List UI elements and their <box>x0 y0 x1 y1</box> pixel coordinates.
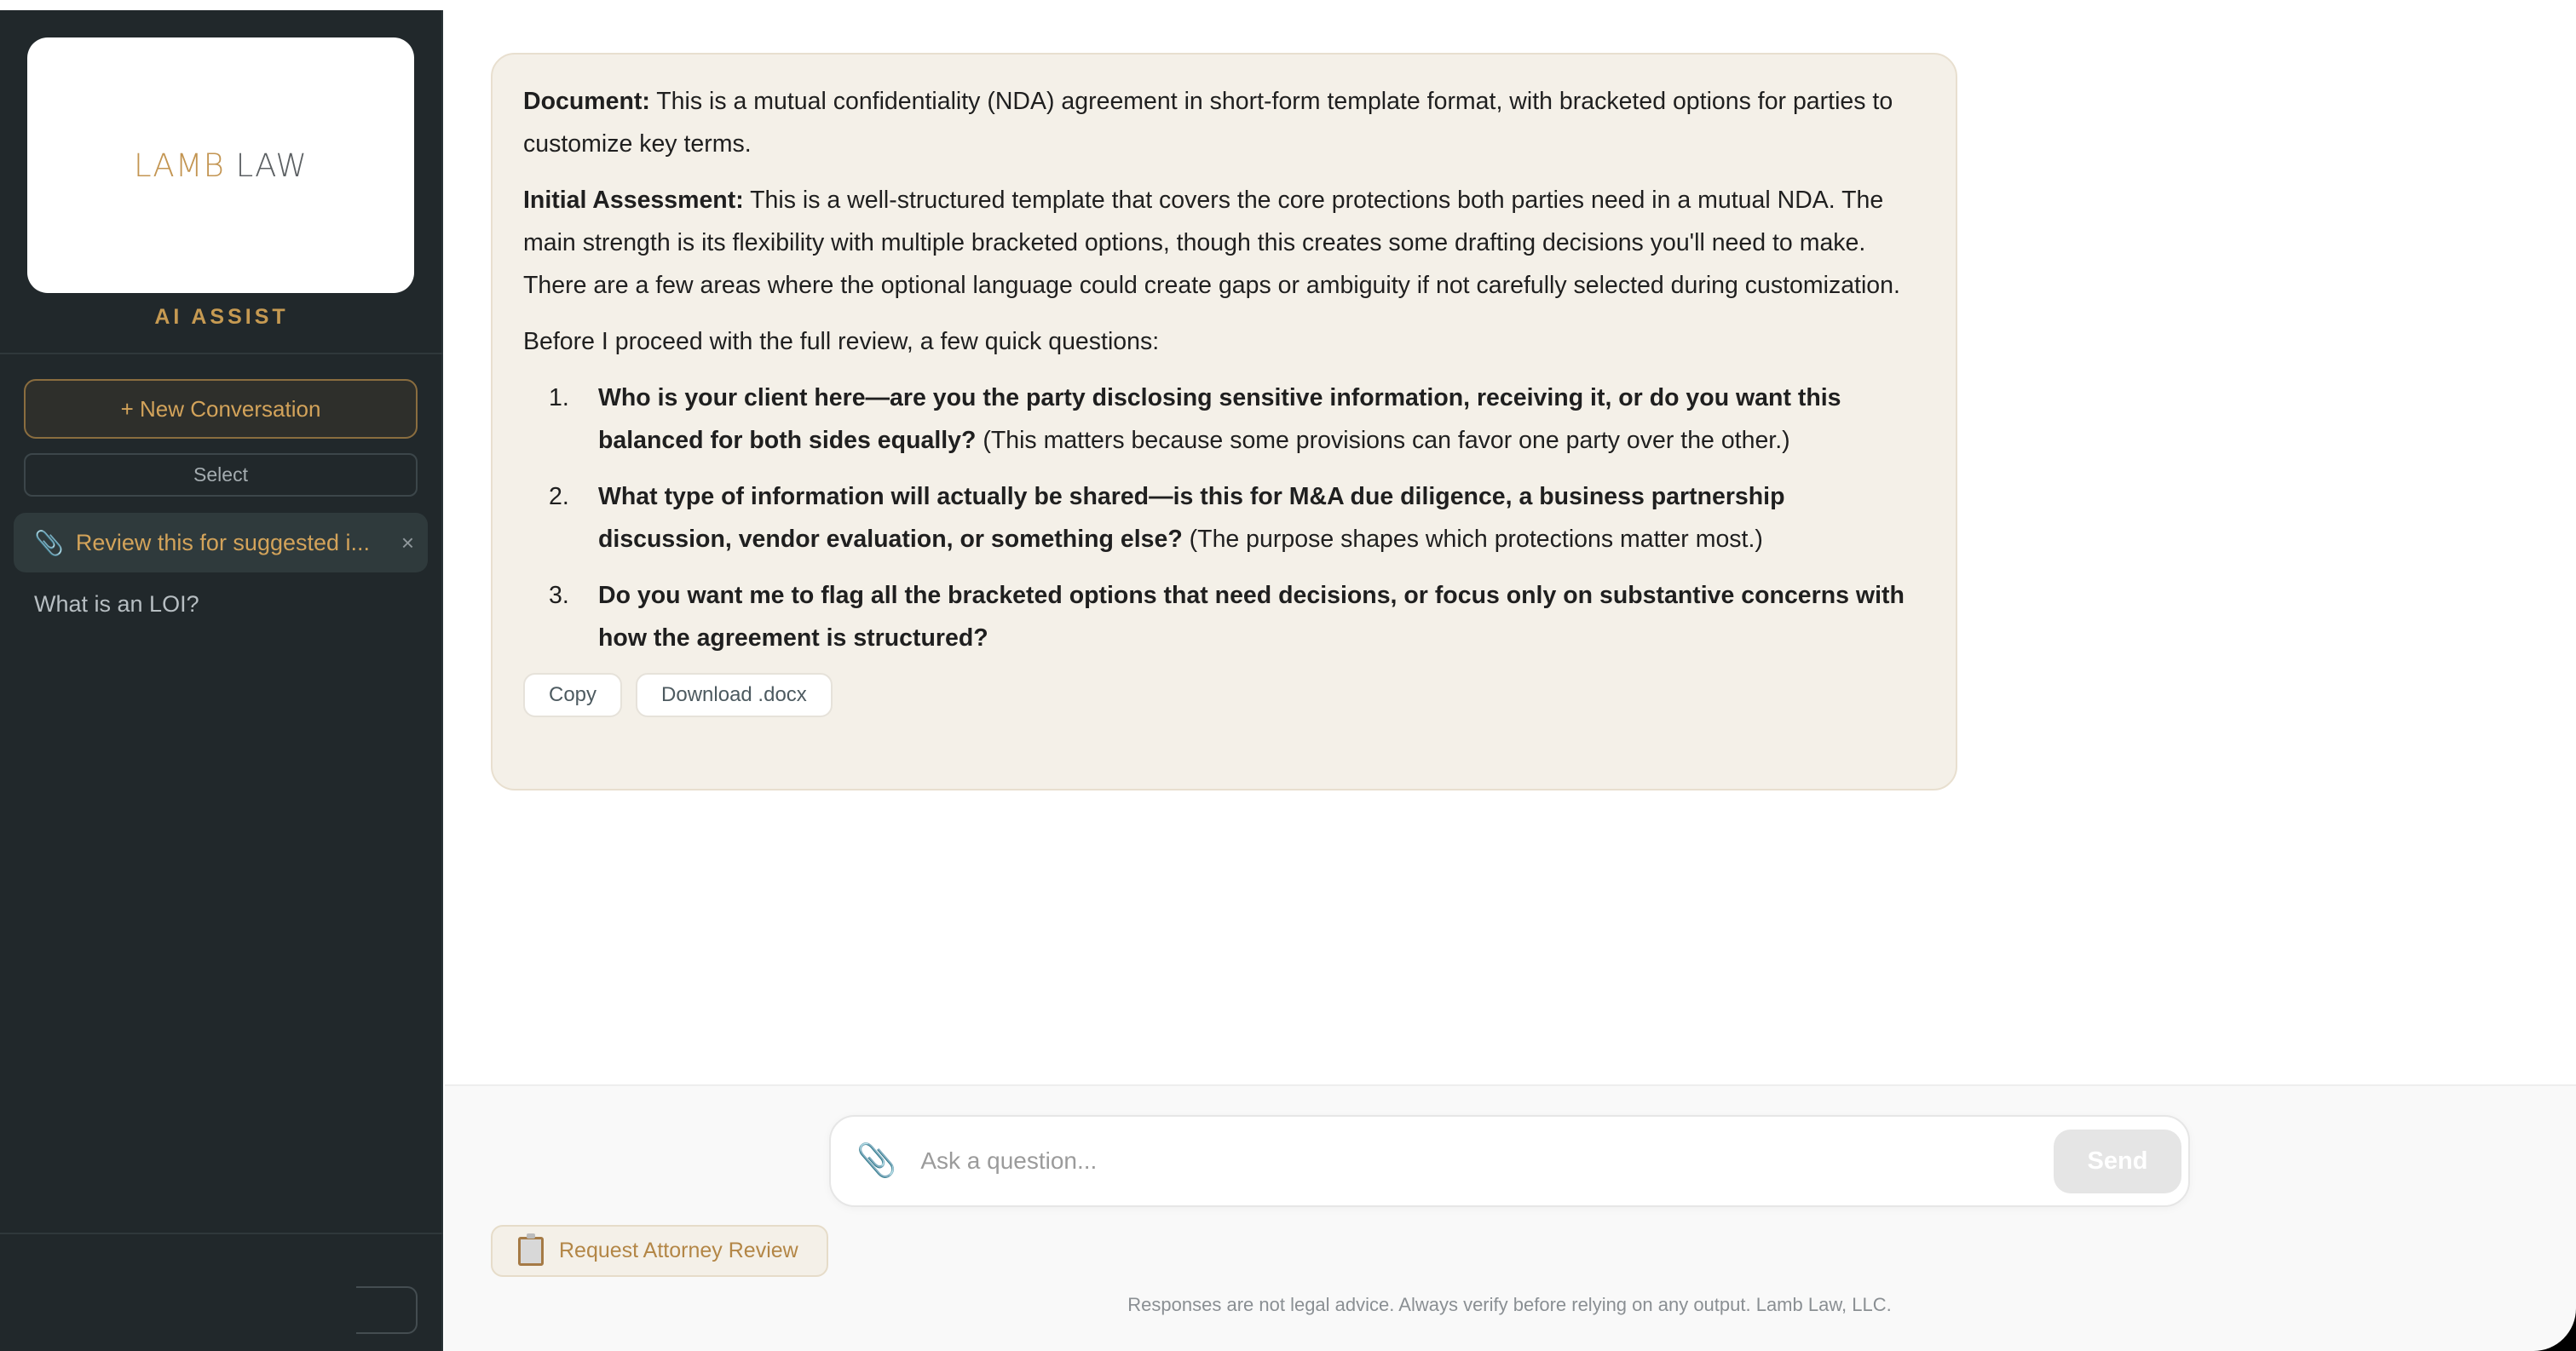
document-text: This is a mutual confidentiality (NDA) agreement in short-form template format, with bracketed options for parties to customize key terms. <box>523 88 1893 158</box>
new-conversation-button[interactable]: + New Conversation <box>24 379 418 439</box>
question-number: 1. <box>549 384 569 411</box>
message-actions <box>523 673 1925 717</box>
document-paragraph <box>523 80 1925 165</box>
disclaimer: Responses are not legal advice. Always verify before relying on any output. Lamb Law, LLC. <box>1127 1294 1892 1315</box>
copy-button[interactable]: Copy <box>523 673 622 717</box>
send-button[interactable]: Send <box>2054 1130 2181 1193</box>
paperclip-icon: 📎 <box>34 529 64 556</box>
select-button[interactable]: Select <box>24 453 418 497</box>
window-corner <box>2533 1308 2576 1351</box>
attorney-review-label: Request Attorney Review <box>559 1239 798 1262</box>
question-bold: Who is your client here—are you the party disclosing sensitive information, receiving it, or do you want this balanced for both sides equally? <box>598 384 1841 454</box>
conversation-item-active[interactable] <box>14 513 428 572</box>
sidebar <box>0 10 443 1351</box>
questions-list <box>523 377 1925 659</box>
app-subtitle: AI ASSIST <box>154 305 289 329</box>
conversation-item[interactable]: What is an LOI? <box>34 591 199 617</box>
question-bold: Do you want me to flag all the bracketed options that need decisions, or focus only on substantive concerns with how the agreement is structured? <box>598 582 1905 652</box>
question-number: 3. <box>549 582 569 609</box>
question-bold: What type of information will actually be shared—is this for M&A due diligence, a business partnership discussion, vendor evaluation, or something else? <box>598 483 1785 553</box>
question-input[interactable] <box>920 1147 2054 1175</box>
assessment-text: This is a well-structured template that covers the core protections both parties need in a mutual NDA. The main strength is its flexibility with multiple bracketed options, though this creates some drafting decisions you'll need to make. There are a few areas where the optional language could create gaps or ambiguity if not carefully selected during customization. <box>523 187 1900 299</box>
paperclip-icon[interactable]: 📎 <box>856 1143 897 1179</box>
sidebar-bottom-divider <box>0 1233 443 1234</box>
download-docx-button[interactable]: Download .docx <box>636 673 833 717</box>
composer-area <box>445 1084 2576 1351</box>
logo <box>27 37 414 293</box>
question-item <box>523 574 1925 659</box>
logo-lamb: LAMB <box>133 147 225 184</box>
assistant-message <box>491 53 1957 790</box>
close-icon[interactable]: × <box>401 529 414 555</box>
conversation-title: Review this for suggested i... <box>75 529 371 555</box>
composer-box <box>829 1115 2190 1207</box>
question-item <box>523 475 1925 561</box>
assessment-label: Initial Assessment: <box>523 187 744 214</box>
question-note: (The purpose shapes which protections matter most.) <box>1182 526 1763 553</box>
question-item <box>523 377 1925 462</box>
logo-law: LAW <box>235 147 308 184</box>
request-attorney-review-button[interactable] <box>491 1225 828 1277</box>
assessment-paragraph <box>523 179 1925 307</box>
question-note: (This matters because some provisions can favor one party over the other.) <box>976 427 1790 454</box>
document-label: Document: <box>523 88 650 115</box>
questions-intro: Before I proceed with the full review, a few quick questions: <box>523 328 1160 355</box>
clipboard-icon <box>518 1237 544 1266</box>
question-number: 2. <box>549 483 569 510</box>
sidebar-bottom-button[interactable] <box>356 1286 418 1334</box>
logo-text <box>134 147 308 184</box>
sidebar-divider <box>0 353 443 354</box>
